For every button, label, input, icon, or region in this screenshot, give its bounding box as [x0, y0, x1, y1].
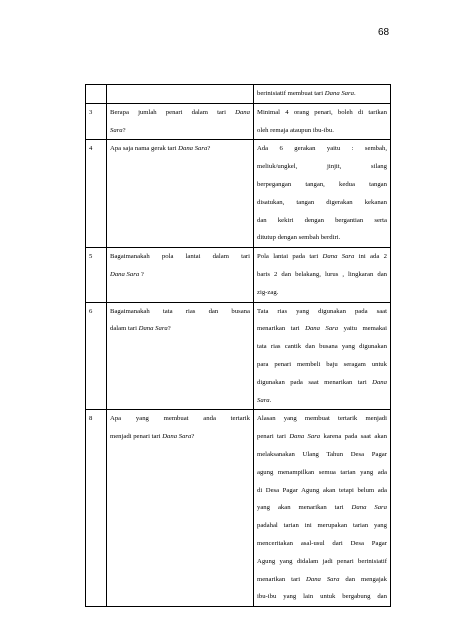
- answer-line: agung menampilkan semua tarian yang ada: [257, 468, 387, 476]
- answer-line: Agung yang didalam jadi penari berinisiatif: [257, 557, 387, 565]
- answer-cell: [254, 248, 391, 302]
- answer-line: Sara.: [257, 396, 272, 404]
- question-line: Apa saja nama gerak tari Dana Sara?: [110, 145, 211, 153]
- row-number: 6: [86, 302, 107, 410]
- answer-cell: [254, 140, 391, 248]
- question-line: Berapa jumlah penari dalam tari Dana: [110, 108, 250, 116]
- answer-line: Pola lantai pada tari Dana Sara ini ada 2: [257, 253, 387, 261]
- question-line: Dana Sara ?: [110, 270, 144, 278]
- question-line: menjadi penari tari Dana Sara?: [110, 433, 195, 441]
- answer-line: disatukan, tangan digerakan kekanan: [257, 198, 387, 206]
- answer-line: di Desa Pagar Agung akan tetapi belum ada: [257, 486, 387, 494]
- table-row: [86, 248, 391, 302]
- question-line: Bagaimanakah pola lantai dalam tari: [110, 253, 250, 261]
- question-cell: [107, 410, 254, 607]
- interview-table: [85, 84, 391, 607]
- answer-line: berinisiatif membuat tari Dana Sara.: [257, 90, 356, 97]
- table-row: [86, 85, 391, 104]
- question-cell: [107, 248, 254, 302]
- question-cell: [107, 140, 254, 248]
- answer-line: para penari membeli baju seragam untuk: [257, 360, 387, 368]
- answer-line: menarikan tari Dana Sara yaitu memakai: [257, 325, 387, 333]
- answer-cell: [254, 302, 391, 410]
- question-line: Bagaimanakah tata rias dan busana: [110, 307, 250, 315]
- answer-cell: [254, 103, 391, 140]
- answer-line: zig-zag.: [257, 288, 279, 296]
- answer-line: ibu-ibu yang lain untuk bergabung dan: [257, 593, 387, 601]
- answer-line: padahal tarian ini merupakan tarian yang: [257, 522, 387, 530]
- answer-cell: [254, 410, 391, 607]
- row-number: 8: [86, 410, 107, 607]
- table-row: [86, 410, 391, 607]
- row-number: 5: [86, 248, 107, 302]
- question-line: Apa yang membuat anda tertarik: [110, 415, 250, 423]
- answer-line: yang akan menarikan tari Dana Sara: [257, 504, 387, 512]
- table-row: [86, 140, 391, 248]
- answer-line: dan kekiri dengan bergantian serta: [257, 216, 387, 224]
- question-cell: [107, 302, 254, 410]
- page-number: 68: [378, 27, 390, 38]
- answer-line: Alasan yang membuat tertarik menjadi: [257, 415, 387, 423]
- question-cell: [107, 85, 254, 104]
- answer-line: menceritakan asal-usul dari Desa Pagar: [257, 539, 387, 547]
- row-number: 3: [86, 103, 107, 140]
- row-number: [86, 85, 107, 104]
- answer-line: penari tari Dana Sara karena pada saat akan: [257, 433, 387, 441]
- answer-line: ditutup dengan sembah berdiri.: [257, 234, 341, 242]
- answer-line: tata rias cantik dan busana yang digunakan: [257, 343, 387, 351]
- answer-line: berpegangan tangan, kedua tangan: [257, 180, 387, 188]
- answer-line: meliuk/ungkel, jinjit, silang: [257, 163, 387, 171]
- answer-line: digunakan pada saat menarikan tari Dana: [257, 378, 387, 386]
- answer-line: Ada 6 gerakan yaitu : sembah,: [257, 145, 387, 153]
- answer-line: melaksanakan Ulang Tahun Desa Pagar: [257, 450, 387, 458]
- answer-line: oleh remaja ataupun ibu-ibu.: [257, 126, 334, 134]
- answer-cell: [254, 85, 391, 104]
- question-cell: [107, 103, 254, 140]
- answer-line: Minimal 4 orang penari, boleh di tarikan: [257, 108, 387, 116]
- question-line: dalam tari Dana Sara?: [110, 325, 171, 333]
- answer-line: Tata rias yang digunakan pada saat: [257, 307, 387, 315]
- answer-line: menarikan tari Dana Sara dan mengajak: [257, 575, 387, 583]
- table-row: [86, 103, 391, 140]
- table-row: [86, 302, 391, 410]
- answer-line: baris 2 dan belakang, lurus , lingkaran dan: [257, 270, 387, 278]
- row-number: 4: [86, 140, 107, 248]
- question-line: Sara?: [110, 126, 126, 134]
